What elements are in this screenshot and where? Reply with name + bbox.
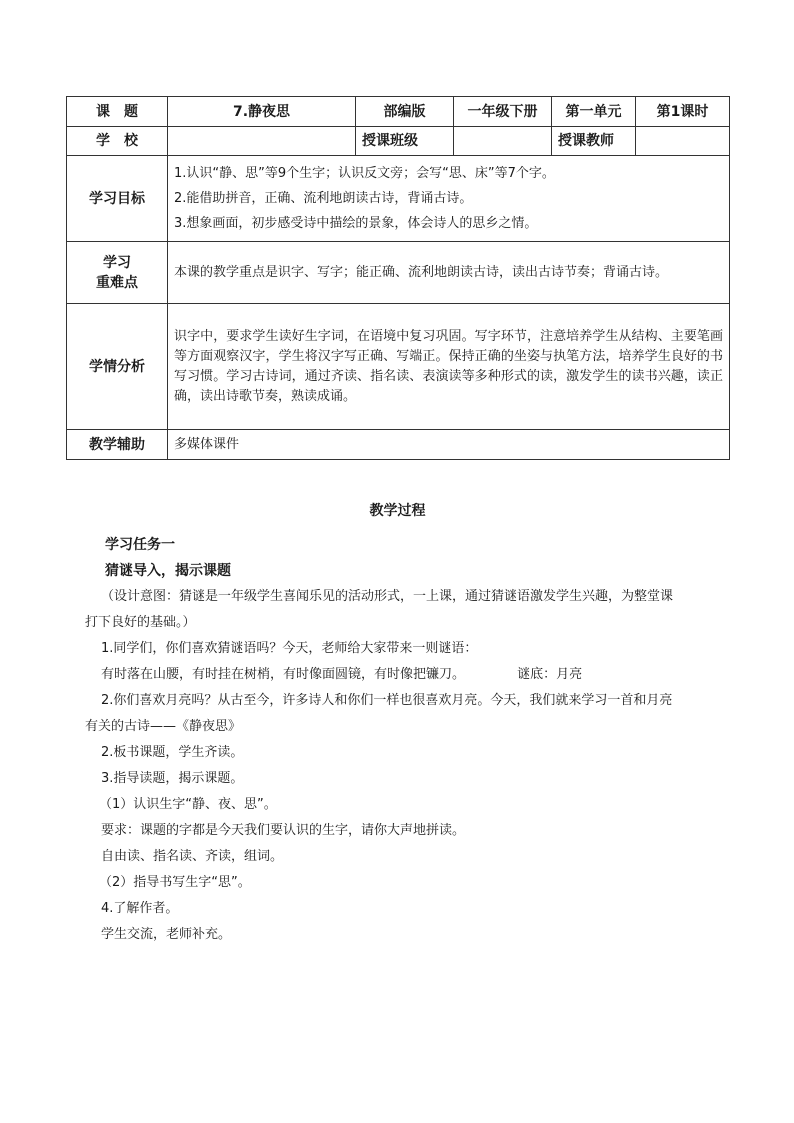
focus-label-line1: 学习: [103, 254, 131, 271]
focus-text: 本课的教学重点是识字、写字；能正确、流利地朗读古诗，读出古诗节奏；背诵古诗。: [168, 242, 730, 304]
row-focus: [67, 242, 730, 304]
goal-item: 1.认识“静、思”等9个生字；认识反文旁；会写“思、床”等7个字。: [174, 165, 555, 181]
lesson-info-table: [66, 96, 730, 460]
goals-content: [168, 156, 730, 242]
teacher-label: 授课教师: [552, 127, 636, 156]
goal-item: 3.想象画面，初步感受诗中描绘的景象，体会诗人的思乡之情。: [174, 215, 538, 231]
school-value: [168, 127, 356, 156]
aids-label: 教学辅助: [67, 430, 168, 460]
grade: 一年级下册: [454, 97, 552, 127]
topic-label: 课 题: [67, 97, 168, 127]
process-line: 4.了解作者。: [101, 901, 179, 916]
teaching-process: [66, 498, 729, 948]
row-school: [67, 127, 730, 156]
school-label: 学 校: [67, 127, 168, 156]
process-line: 有关的古诗——《静夜思》: [85, 719, 242, 734]
process-line: 3.指导读题，揭示课题。: [101, 771, 244, 786]
focus-label: [67, 242, 168, 304]
lesson-title: 7.静夜思: [168, 97, 356, 127]
process-line: （1）认识生字“静、夜、思”。: [99, 797, 277, 812]
focus-label-line2: 重难点: [96, 274, 138, 291]
period: 第1课时: [636, 97, 730, 127]
design-intent-line: （设计意图：猜谜是一年级学生喜闻乐见的活动形式，一上课，通过猜谜语激发学生兴趣，为整堂课: [101, 589, 674, 604]
row-goals: [67, 156, 730, 242]
process-line: 要求：课题的字都是今天我们要认识的生字，请你大声地拼读。: [101, 823, 466, 838]
riddle-text: 有时落在山腰，有时挂在树梢，有时像面圆镜，有时像把镰刀。: [101, 667, 466, 682]
teacher-value: [636, 127, 730, 156]
process-line: 2.你们喜欢月亮吗？从古至今，许多诗人和你们一样也很喜欢月亮。今天，我们就来学习一首和月亮: [101, 693, 673, 708]
analysis-text: 识字中，要求学生读好生字词，在语境中复习巩固。写字环节，注意培养学生从结构、主要笔画等方面观察汉字，学生将汉字写正确、写端正。保持正确的坐姿与执笔方法，培养学生良好的书写习惯。学习古诗词，通过齐读、指名读、表演读等多种形式的读，激发学生的读书兴趣，读正确，读出诗歌节奏，熟读成诵。: [168, 304, 730, 430]
task-heading: 学习任务一: [105, 537, 175, 553]
goals-label: 学习目标: [67, 156, 168, 242]
row-topic: [67, 97, 730, 127]
row-analysis: [67, 304, 730, 430]
class-value: [454, 127, 552, 156]
unit: 第一单元: [552, 97, 636, 127]
process-title: 教学过程: [369, 503, 426, 519]
aids-text: 多媒体课件: [168, 430, 730, 460]
process-line: 学生交流，老师补充。: [101, 927, 232, 942]
task-subtitle: 猜谜导入，揭示课题: [105, 563, 231, 579]
riddle-line: [66, 662, 729, 688]
process-line: （2）指导书写生字“思”。: [99, 875, 251, 890]
row-aids: [67, 430, 730, 460]
process-line: 自由读、指名读、齐读，组词。: [101, 849, 284, 864]
edition: 部编版: [356, 97, 454, 127]
analysis-label: 学情分析: [67, 304, 168, 430]
process-line: 2.板书课题，学生齐读。: [101, 745, 244, 760]
class-label: 授课班级: [356, 127, 454, 156]
riddle-answer: 谜底：月亮: [517, 667, 583, 682]
goal-item: 2.能借助拼音，正确、流利地朗读古诗，背诵古诗。: [174, 190, 473, 206]
process-line: 1.同学们，你们喜欢猜谜语吗？今天，老师给大家带来一则谜语：: [101, 641, 478, 656]
design-intent-line: 打下良好的基础。）: [85, 615, 196, 630]
